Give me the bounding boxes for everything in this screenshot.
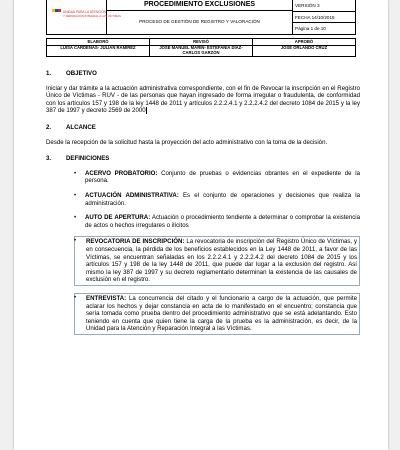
header-reviso: REVISÓ [149, 39, 252, 45]
name-aprobo: JOSE ORLANDO CRUZ [252, 46, 355, 56]
process-name: PROCESO DE GESTIÓN DE REGISTRO Y VALORACIÓN [139, 19, 260, 24]
section-heading-alcance: 2. ALCANCE [46, 124, 96, 132]
definition-item: • ACTUACIÓN ADMINISTRATIVA: Es el conjunto de operaciones y decisiones que realiza la administración. [74, 192, 360, 207]
section-heading-definiciones: 3. DEFINICIONES [46, 155, 110, 163]
logo-line-1: UNIDAD PARA LA ATENCIÓN [62, 10, 106, 14]
signature-table [46, 38, 356, 57]
logo-line-2: Y REPARACIÓN INTEGRAL A LAS VÍCTIMAS [62, 14, 121, 18]
section-heading-objetivo: 1. OBJETIVO [46, 70, 97, 77]
definition-item: • AUTO DE APERTURA: Actuación o procedimiento tendiente a determinar o comprobar la existencia de actos o hechos irregulares o ilícitos [74, 214, 360, 229]
definition-item: • ACERVO PROBATORIO: Conjunto de pruebas o evidencias obrantes en el expediente de la persona. [74, 170, 360, 185]
name-elaboro: LUISA CARDENAS- JULIAN RAMIREZ [60, 45, 136, 51]
document-body [46, 64, 360, 335]
version: VERSIÓN 3 [295, 2, 320, 8]
definition-item: • REVOCATORIA DE INSCRIPCIÓN: La revocatoria de inscripción del Registro Único de Víctimas, y en consecuencia, la pérdida de los beneficios establecidos en la Ley 1448 de 2011, a favor de las Víctimas, se encuentran señaladas en los 2.2.2.4.1 y 2.2.2.4.2 del decreto 1084 de 2015 y los artículos 157 y 198 de la ley 1448 de 2011, que puede dar lugar a la exclusión del registro. Así mismo la ley 387 de 1997 y su decreto reglamentario determinan la existencia de las causales de exclusión en el registro. [74, 236, 360, 286]
date: FECHA 14/10/2015 [293, 11, 355, 23]
logo [47, 0, 121, 34]
header-aprobo: APROBÓ [252, 39, 355, 45]
document-page [14, 0, 388, 450]
alcance-text: Desde la recepción de la solicitud hasta la proyección del acto administrativo con la toma de la decisión. [46, 138, 328, 146]
definition-item: • ENTREVISTA: La concurrencia del citado y el funcionario a cargo de la actuación, que permite aclarar los hechos y dejar constancia en acta de lo manifestado en el encuentro; constancia que sería tomada como prueba dentro del procedimiento administrativo que se está adelantando. Esto teniendo en cuenta que quien tiene la carga de la prueba es la administración, es decir, de la Unidad para la Atención y Reparación Integral a las Víctimas. [74, 293, 360, 335]
document-title: PROCEDIMIENTO EXCLUSIONES [107, 0, 292, 11]
name-reviso: JOSE MANUEL MARIN- ESTEFANIA DIAZ-CARLOS GARZÓN [149, 46, 252, 56]
unidad-victimas-logo-icon [50, 6, 121, 28]
document-header [46, 0, 356, 35]
definitions-list [74, 170, 360, 335]
objetivo-text[interactable]: Iniciar y dar trámite a la actuación administrativa correspondiente, con el fin de Revocar la inscripción en el Registro Único de Víctimas - RUV - de las personas que hayan ingresado de forma irregular o fraudulenta, de conformidad con los artículos 157 y 198 de la ley 1448 de 2011 y artículos 2.2.2.4.1 y 2.2.2.4.2 del decreto 1084 de 2015 y la ley 387 de 1997 y decreto 2569 de 2000 [46, 84, 360, 115]
text-cursor [146, 107, 147, 114]
header-elaboro: ELABORÓ [87, 38, 109, 44]
page-number: Página 1 de 10 [293, 22, 355, 34]
